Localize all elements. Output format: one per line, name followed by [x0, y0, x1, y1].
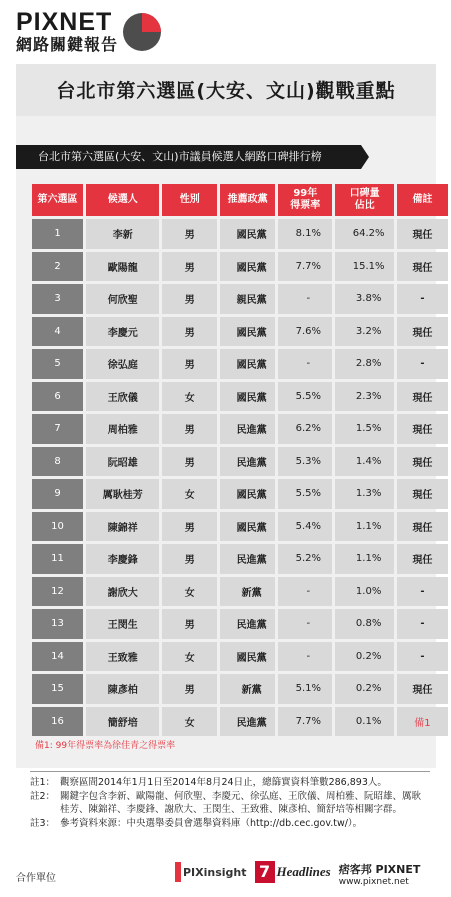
note-item	[30, 776, 430, 789]
column-header: 候選人	[86, 184, 159, 216]
rank-cell: 15	[32, 674, 83, 704]
column-header: 99年 得票率	[278, 184, 332, 216]
candidate-cell: 徐弘庭	[86, 349, 159, 379]
table-row	[32, 479, 448, 509]
party-cell: 國民黨	[220, 382, 275, 412]
pie-logo-icon	[122, 12, 162, 52]
rank-cell: 10	[32, 512, 83, 542]
table-row	[32, 382, 448, 412]
vote-rate-cell: 5.4%	[278, 512, 332, 542]
buzz-share-cell: 0.8%	[335, 609, 394, 639]
remark-cell: 現任	[397, 317, 448, 347]
pixinsight-logo: PIXinsight	[175, 862, 247, 882]
buzz-share-cell: 3.2%	[335, 317, 394, 347]
table-row	[32, 219, 448, 249]
table-row	[32, 414, 448, 444]
buzz-share-cell: 64.2%	[335, 219, 394, 249]
remark-cell: 現任	[397, 479, 448, 509]
buzz-share-cell: 1.5%	[335, 414, 394, 444]
buzz-share-cell: 15.1%	[335, 252, 394, 282]
table-row	[32, 674, 448, 704]
remark-cell: 現任	[397, 252, 448, 282]
rank-cell: 13	[32, 609, 83, 639]
table-row	[32, 284, 448, 314]
vote-rate-cell: 5.5%	[278, 382, 332, 412]
table-row	[32, 577, 448, 607]
party-cell: 國民黨	[220, 479, 275, 509]
gender-cell: 女	[162, 642, 217, 672]
gender-cell: 男	[162, 609, 217, 639]
remark-cell: -	[397, 349, 448, 379]
party-cell: 民進黨	[220, 447, 275, 477]
vote-rate-cell: -	[278, 284, 332, 314]
pixnet-logo: 痞客邦 PIXNET www.pixnet.net	[338, 862, 421, 887]
vote-rate-cell: 8.1%	[278, 219, 332, 249]
notes-section	[30, 771, 430, 861]
candidate-cell: 歐陽龍	[86, 252, 159, 282]
vote-rate-cell: 6.2%	[278, 414, 332, 444]
buzz-share-cell: 3.8%	[335, 284, 394, 314]
rank-cell: 3	[32, 284, 83, 314]
buzz-share-cell: 0.2%	[335, 642, 394, 672]
party-cell: 民進黨	[220, 707, 275, 737]
column-header: 性別	[162, 184, 217, 216]
vote-rate-cell: -	[278, 577, 332, 607]
vote-rate-cell: 5.5%	[278, 479, 332, 509]
gender-cell: 女	[162, 707, 217, 737]
note-label: 註2：	[30, 791, 56, 802]
buzz-share-cell: 2.3%	[335, 382, 394, 412]
party-cell: 國民黨	[220, 219, 275, 249]
remark-cell: 現任	[397, 544, 448, 574]
gender-cell: 女	[162, 577, 217, 607]
party-cell: 國民黨	[220, 317, 275, 347]
table-subtitle: 台北市第六選區(大安、文山)市議員候選人網路口碑排行榜	[16, 145, 361, 169]
rank-cell: 2	[32, 252, 83, 282]
column-header: 備註	[397, 184, 448, 216]
headlines-logo: 7 Headlines	[255, 861, 331, 883]
buzz-share-cell: 1.3%	[335, 479, 394, 509]
candidate-cell: 阮昭雄	[86, 447, 159, 477]
table-row	[32, 609, 448, 639]
gender-cell: 男	[162, 219, 217, 249]
party-cell: 國民黨	[220, 512, 275, 542]
table-row	[32, 447, 448, 477]
buzz-share-cell: 0.1%	[335, 707, 394, 737]
rank-cell: 8	[32, 447, 83, 477]
vote-rate-cell: 7.6%	[278, 317, 332, 347]
table-header-row	[32, 184, 448, 216]
candidate-cell: 李慶元	[86, 317, 159, 347]
remark-cell: 現任	[397, 414, 448, 444]
vote-rate-cell: -	[278, 349, 332, 379]
column-header: 口碑量 佔比	[335, 184, 394, 216]
candidate-cell: 王欣儀	[86, 382, 159, 412]
party-cell: 國民黨	[220, 252, 275, 282]
vote-rate-cell: 5.1%	[278, 674, 332, 704]
gender-cell: 女	[162, 382, 217, 412]
rank-cell: 16	[32, 707, 83, 737]
rank-cell: 5	[32, 349, 83, 379]
candidate-cell: 李慶鋒	[86, 544, 159, 574]
note-label: 註1：	[30, 777, 56, 788]
vote-rate-cell: -	[278, 642, 332, 672]
remark-cell: 備1	[397, 707, 448, 737]
gender-cell: 男	[162, 317, 217, 347]
candidate-cell: 謝欣大	[86, 577, 159, 607]
remark-cell: 現任	[397, 219, 448, 249]
gender-cell: 男	[162, 674, 217, 704]
rank-cell: 11	[32, 544, 83, 574]
note-item	[30, 790, 430, 816]
party-cell: 民進黨	[220, 544, 275, 574]
candidate-cell: 李新	[86, 219, 159, 249]
rank-cell: 1	[32, 219, 83, 249]
headlines-mark-icon: 7	[255, 861, 275, 883]
table-row	[32, 349, 448, 379]
brand-logo	[16, 10, 118, 55]
remark-cell: -	[397, 284, 448, 314]
candidate-cell: 王閔生	[86, 609, 159, 639]
subtitle-arrow-icon	[353, 145, 369, 169]
vote-rate-cell: -	[278, 609, 332, 639]
candidate-cell: 周柏雅	[86, 414, 159, 444]
pixinsight-mark-icon	[175, 862, 181, 882]
buzz-share-cell: 1.4%	[335, 447, 394, 477]
party-cell: 親民黨	[220, 284, 275, 314]
gender-cell: 男	[162, 544, 217, 574]
buzz-share-cell: 1.1%	[335, 512, 394, 542]
table-row	[32, 252, 448, 282]
rank-cell: 4	[32, 317, 83, 347]
note-text: 關鍵字包含李新、歐陽龍、何欣聖、李慶元、徐弘庭、王欣儀、周柏雅、阮昭雄、厲耿桂芳、陳錦祥、李慶鋒、謝欣大、王閔生、王致雅、陳彥柏、簡舒培等相關字群。	[60, 791, 422, 815]
rank-cell: 9	[32, 479, 83, 509]
gender-cell: 男	[162, 349, 217, 379]
brand-subtitle: 網路關鍵報告	[16, 35, 119, 54]
remark-cell: 現任	[397, 447, 448, 477]
rank-cell: 14	[32, 642, 83, 672]
party-cell: 新黨	[220, 577, 275, 607]
page-title: 台北市第六選區(大安、文山)觀戰重點	[56, 80, 396, 102]
column-header: 第六選區	[32, 184, 83, 216]
remark-cell: -	[397, 642, 448, 672]
candidate-cell: 陳錦祥	[86, 512, 159, 542]
title-band	[16, 64, 436, 116]
rank-cell: 6	[32, 382, 83, 412]
buzz-share-cell: 1.1%	[335, 544, 394, 574]
vote-rate-cell: 7.7%	[278, 252, 332, 282]
partner-logos	[175, 858, 428, 886]
party-cell: 民進黨	[220, 414, 275, 444]
note-label: 註3：	[30, 818, 56, 829]
note-text: 觀察區間2014年1月1日至2014年8月24日止，總篩實資料筆數286,893人。	[60, 777, 387, 788]
brand-name: PIXNET	[16, 8, 113, 36]
candidate-cell: 王致雅	[86, 642, 159, 672]
column-header: 推薦政黨	[220, 184, 275, 216]
footnote-remark: 備1: 99年得票率為徐佳青之得票率	[35, 741, 176, 751]
candidate-cell: 何欣聖	[86, 284, 159, 314]
remark-cell: -	[397, 577, 448, 607]
buzz-share-cell: 2.8%	[335, 349, 394, 379]
vote-rate-cell: 7.7%	[278, 707, 332, 737]
rank-cell: 12	[32, 577, 83, 607]
table-row	[32, 544, 448, 574]
party-cell: 民進黨	[220, 609, 275, 639]
candidate-cell: 厲耿桂芳	[86, 479, 159, 509]
table-row	[32, 707, 448, 737]
remark-cell: 現任	[397, 382, 448, 412]
buzz-share-cell: 1.0%	[335, 577, 394, 607]
candidate-cell: 簡舒培	[86, 707, 159, 737]
gender-cell: 男	[162, 252, 217, 282]
gender-cell: 男	[162, 512, 217, 542]
remark-cell: -	[397, 609, 448, 639]
table-row	[32, 642, 448, 672]
note-item	[30, 817, 430, 830]
gender-cell: 男	[162, 284, 217, 314]
gender-cell: 男	[162, 447, 217, 477]
note-text: 參考資料來源：中央選舉委員會選舉資料庫（http://db.cec.gov.tw/）。	[60, 818, 363, 829]
party-cell: 新黨	[220, 674, 275, 704]
table-row	[32, 512, 448, 542]
ranking-table	[29, 181, 451, 739]
vote-rate-cell: 5.2%	[278, 544, 332, 574]
footer-label: 合作單位	[16, 873, 56, 884]
table-row	[32, 317, 448, 347]
buzz-share-cell: 0.2%	[335, 674, 394, 704]
gender-cell: 男	[162, 414, 217, 444]
candidate-cell: 陳彥柏	[86, 674, 159, 704]
remark-cell: 現任	[397, 512, 448, 542]
party-cell: 國民黨	[220, 349, 275, 379]
remark-cell: 現任	[397, 674, 448, 704]
party-cell: 國民黨	[220, 642, 275, 672]
rank-cell: 7	[32, 414, 83, 444]
gender-cell: 女	[162, 479, 217, 509]
vote-rate-cell: 5.3%	[278, 447, 332, 477]
